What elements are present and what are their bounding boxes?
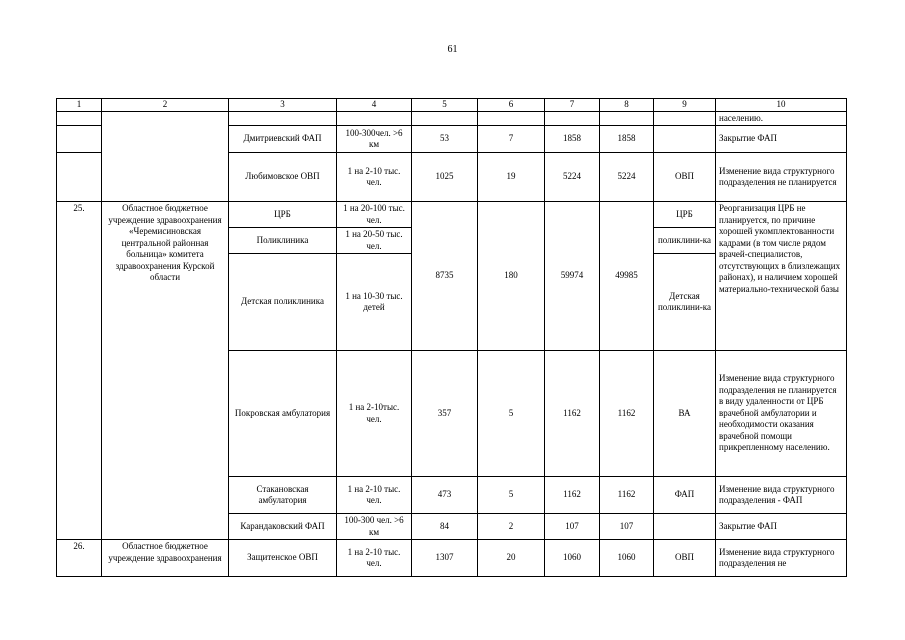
header-cell: 1 — [57, 99, 102, 112]
header-cell: 3 — [229, 99, 337, 112]
criteria: 1 на 20-100 тыс. чел. — [337, 202, 412, 228]
cell — [102, 111, 229, 202]
cell: 8735 — [412, 202, 478, 351]
cell: 53 — [412, 126, 478, 153]
header-cell: 2 — [102, 99, 229, 112]
table-row — [57, 540, 847, 577]
cell — [412, 111, 478, 126]
cell: ЦРБ — [654, 202, 716, 228]
facilities-table — [56, 98, 847, 577]
cell — [478, 111, 545, 126]
row-number: 25. — [57, 202, 102, 540]
cell: ВА — [654, 351, 716, 477]
facility-name: ЦРБ — [229, 202, 337, 228]
cell: 1858 — [545, 126, 600, 153]
cell: 107 — [600, 514, 654, 540]
cell: Изменение вида структурного подразделения - ФАП — [716, 477, 847, 514]
criteria: 1 на 2-10тыс. чел. — [337, 351, 412, 477]
cell: 7 — [478, 126, 545, 153]
criteria: 1 на 10-30 тыс. детей — [337, 254, 412, 351]
cell: Детская поликлини-ка — [654, 254, 716, 351]
cell: 1162 — [600, 351, 654, 477]
criteria: 1 на 2-10 тыс. чел. — [337, 153, 412, 202]
cell: 1858 — [600, 126, 654, 153]
facility-name: Поликлиника — [229, 228, 337, 254]
cell: 84 — [412, 514, 478, 540]
cell: ОВП — [654, 153, 716, 202]
cell: 59974 — [545, 202, 600, 351]
cell: 5224 — [545, 153, 600, 202]
cell — [229, 111, 337, 126]
criteria: 1 на 2-10 тыс. чел. — [337, 540, 412, 577]
cell: 1025 — [412, 153, 478, 202]
cell — [545, 111, 600, 126]
cell — [654, 514, 716, 540]
cell: 2 — [478, 514, 545, 540]
cell: 5224 — [600, 153, 654, 202]
cell: поликлини-ка — [654, 228, 716, 254]
cell: Закрытие ФАП — [716, 126, 847, 153]
row-number: 26. — [57, 540, 102, 577]
facility-name: Дмитриевский ФАП — [229, 126, 337, 153]
cell — [654, 126, 716, 153]
header-cell: 6 — [478, 99, 545, 112]
cell: 19 — [478, 153, 545, 202]
cell — [57, 111, 102, 126]
header-row — [57, 99, 847, 112]
facility-name: Карандаковский ФАП — [229, 514, 337, 540]
organization-name: Областное бюджетное учреждение здравоохранения «Черемисиновская центральной районная больница» комитета здравоохранения Курской области — [102, 202, 229, 540]
header-cell: 4 — [337, 99, 412, 112]
cell: Изменение вида структурного подразделения не планируется — [716, 153, 847, 202]
cell — [654, 111, 716, 126]
cell: 1060 — [545, 540, 600, 577]
cell: 357 — [412, 351, 478, 477]
cell: 20 — [478, 540, 545, 577]
cell: 180 — [478, 202, 545, 351]
criteria: 100-300чел. >6 км — [337, 126, 412, 153]
cell: Реорганизация ЦРБ не планируется, по причине хорошей укомплектованности кадрами (в том числе рядом врачей-специалистов, отсутствующих в близлежащих районах), и наличием хорошей материально-технической базы — [716, 202, 847, 351]
cell: Изменение вида структурного подразделения не — [716, 540, 847, 577]
cell: 1162 — [600, 477, 654, 514]
facility-name: Стакановская амбулатория — [229, 477, 337, 514]
cell — [337, 111, 412, 126]
criteria: 100-300 чел. >6 км — [337, 514, 412, 540]
page-number: 61 — [447, 44, 458, 55]
cell: 5 — [478, 351, 545, 477]
facility-name: Детская поликлиника — [229, 254, 337, 351]
header-cell: 7 — [545, 99, 600, 112]
cell: 107 — [545, 514, 600, 540]
facility-name: Покровская амбулатория — [229, 351, 337, 477]
facility-name: Защитенское ОВП — [229, 540, 337, 577]
facility-name: Любимовское ОВП — [229, 153, 337, 202]
cell: 1060 — [600, 540, 654, 577]
header-cell: 10 — [716, 99, 847, 112]
cell — [57, 126, 102, 153]
cell: населению. — [716, 111, 847, 126]
cell: ФАП — [654, 477, 716, 514]
cell — [600, 111, 654, 126]
cell: 5 — [478, 477, 545, 514]
cell — [57, 153, 102, 202]
organization-name: Областное бюджетное учреждение здравоохранения — [102, 540, 229, 577]
cell: Закрытие ФАП — [716, 514, 847, 540]
cell: 1307 — [412, 540, 478, 577]
criteria: 1 на 20-50 тыс. чел. — [337, 228, 412, 254]
cell: ОВП — [654, 540, 716, 577]
table-row — [57, 202, 847, 228]
header-cell: 5 — [412, 99, 478, 112]
criteria: 1 на 2-10 тыс. чел. — [337, 477, 412, 514]
cell: 1162 — [545, 477, 600, 514]
table-row — [57, 111, 847, 126]
cell: 49985 — [600, 202, 654, 351]
header-cell: 9 — [654, 99, 716, 112]
cell: 1162 — [545, 351, 600, 477]
header-cell: 8 — [600, 99, 654, 112]
cell: Изменение вида структурного подразделения не планируется в виду удаленности от ЦРБ врачебной амбулатории и необходимости оказания врачебной помощи прикрепленному населению. — [716, 351, 847, 477]
cell: 473 — [412, 477, 478, 514]
